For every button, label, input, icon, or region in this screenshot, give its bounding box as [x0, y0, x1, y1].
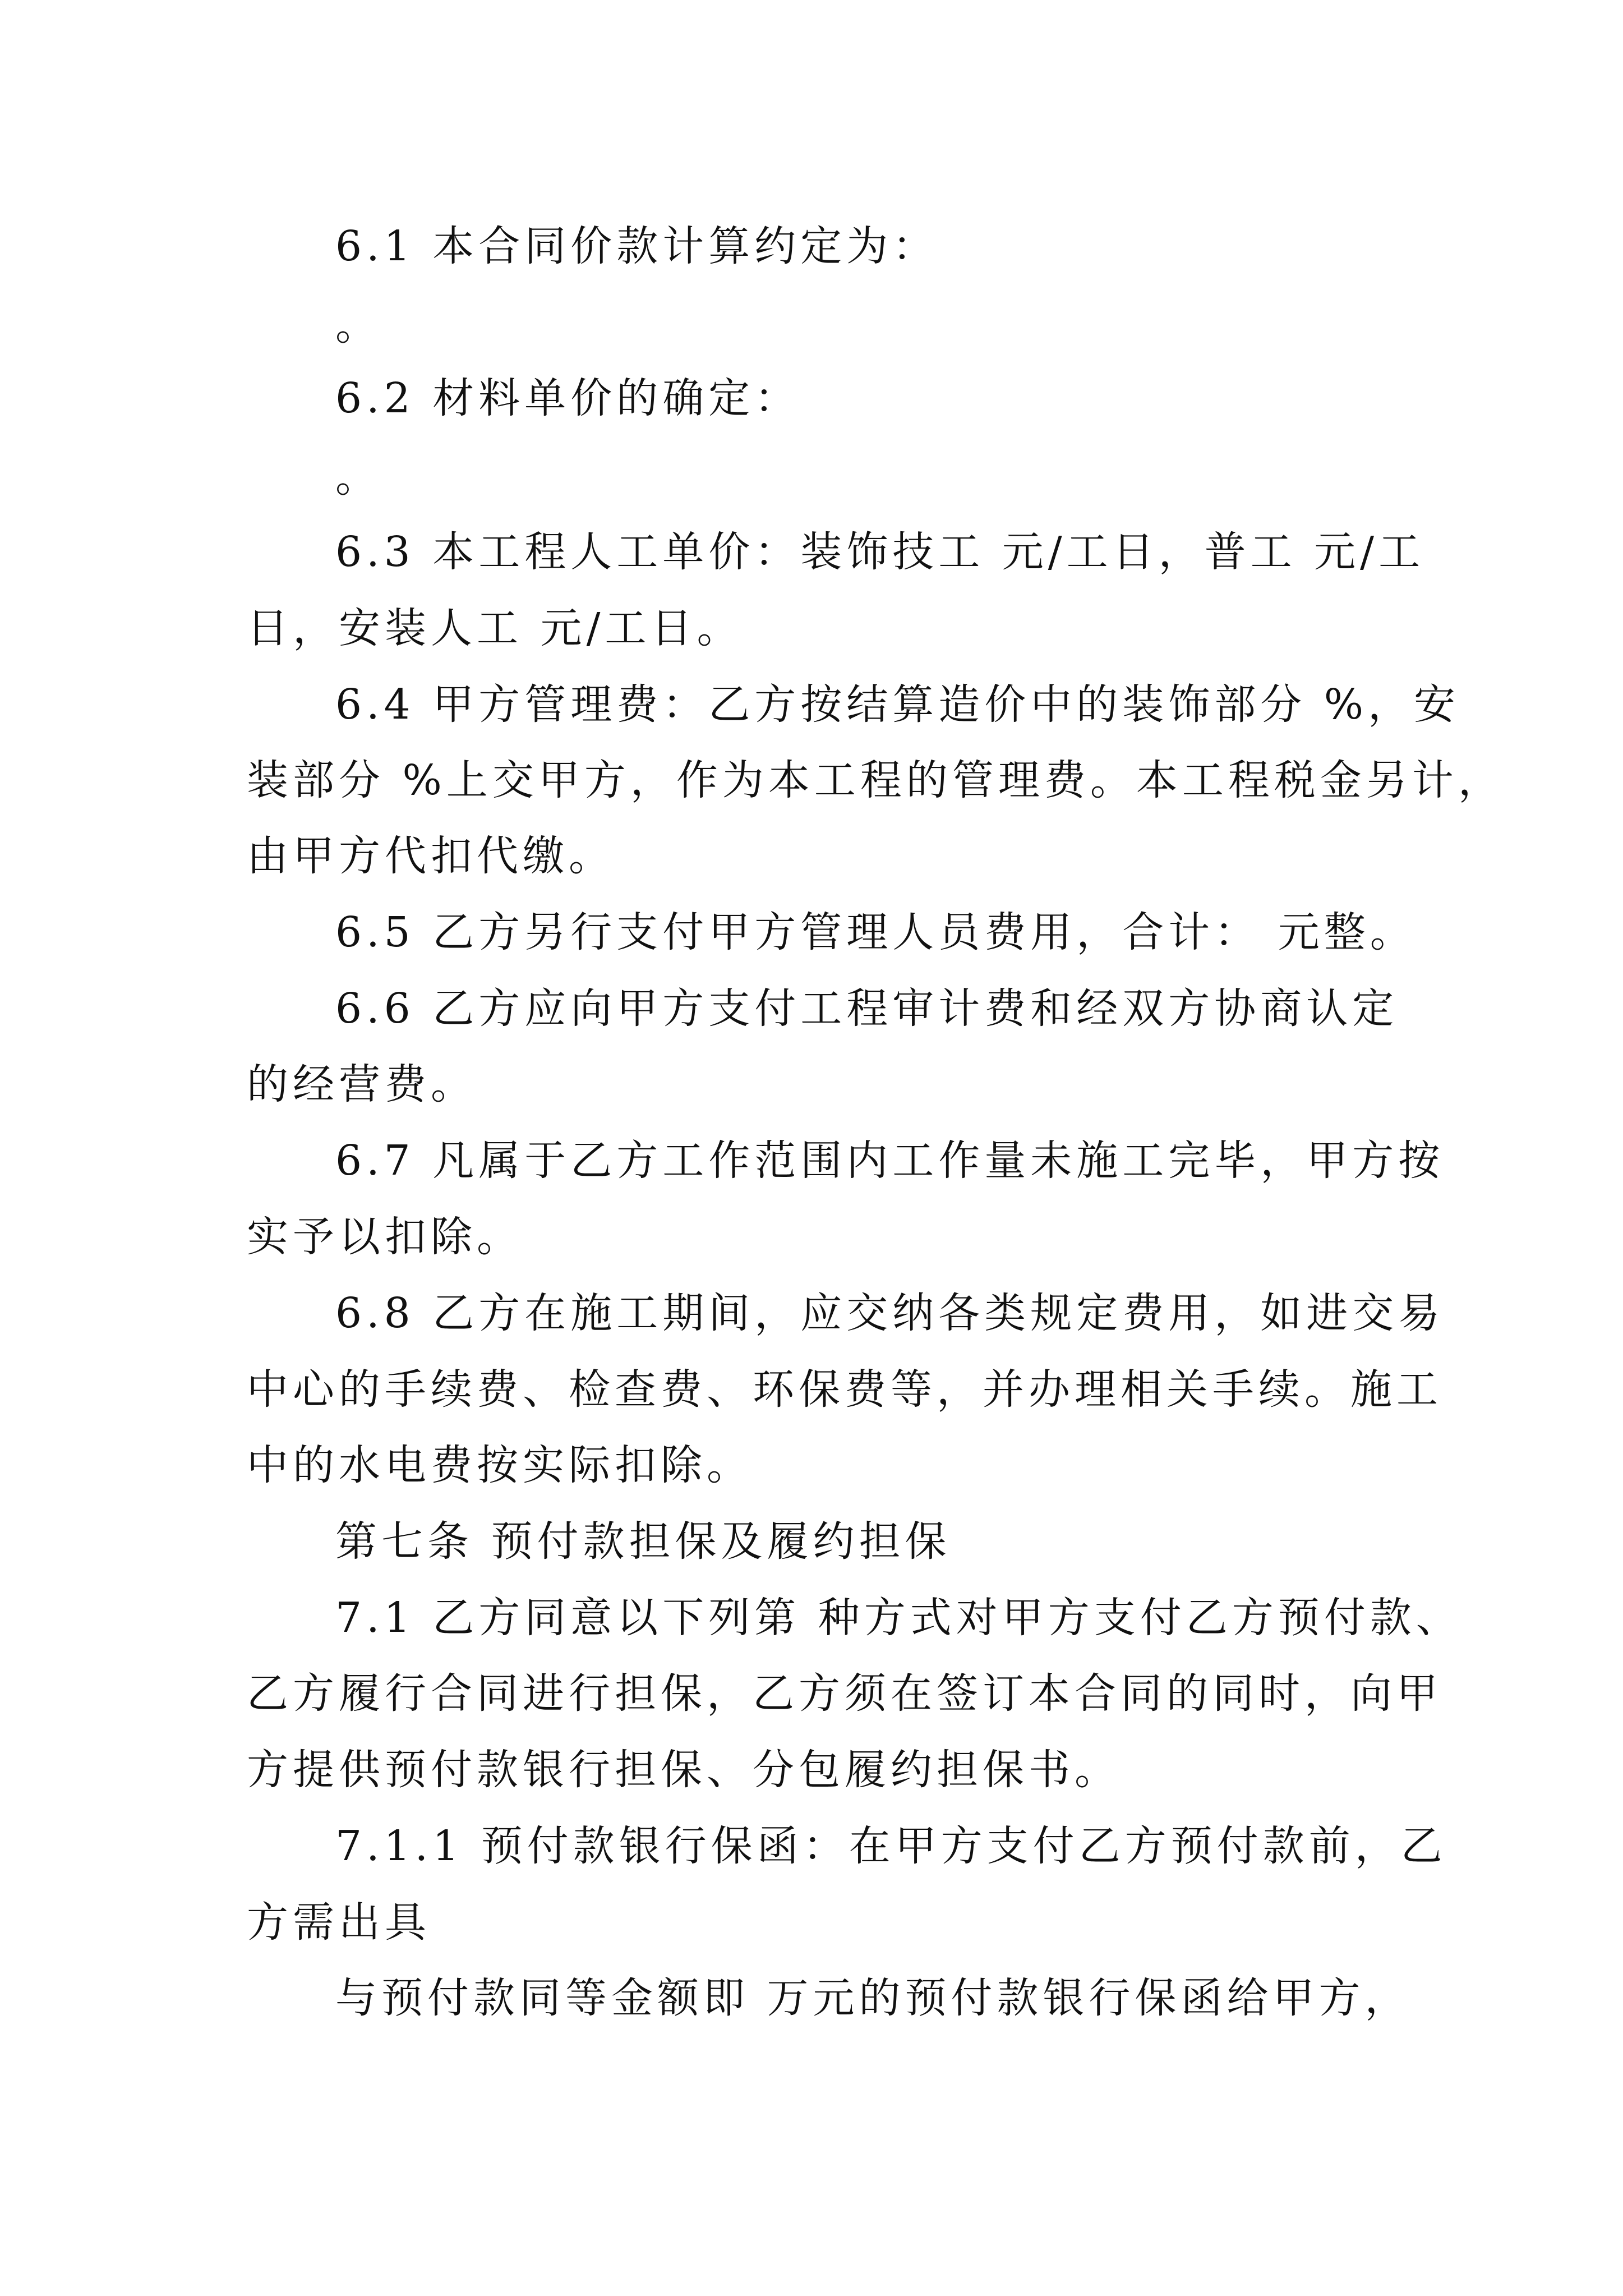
clause-7-1-line-2: 乙方履行合同进行担保，乙方须在签订本合同的同时，向甲: [247, 1669, 1442, 1718]
clause-6-7-line-2: 实予以扣除。: [247, 1213, 523, 1261]
clause-7-1-line-3: 方提供预付款银行担保、分包履约担保书。: [247, 1746, 1121, 1794]
clause-6-3-line-1: 6.3 本工程人工单价：装饰技工 元/工日，普工 元/工: [335, 528, 1425, 576]
clause-6-4-line-1: 6.4 甲方管理费：乙方按结算造价中的装饰部分 %，安: [335, 680, 1460, 729]
clause-7-1-1-line-1: 7.1.1 预付款银行保函：在甲方支付乙方预付款前，乙: [335, 1822, 1447, 1870]
clause-6-3-line-2: 日，安装人工 元/工日。: [247, 604, 743, 652]
clause-6-7-line-1: 6.7 凡属于乙方工作范围内工作量未施工完毕，甲方按: [335, 1137, 1445, 1185]
clause-6-6-line-1: 6.6 乙方应向甲方支付工程审计费和经双方协商认定: [335, 984, 1399, 1033]
clause-6-8-line-1: 6.8 乙方在施工期间，应交纳各类规定费用，如进交易: [335, 1289, 1445, 1337]
clause-6-4-line-2: 装部分 %上交甲方，作为本工程的管理费。本工程税金另计，: [247, 756, 1504, 804]
clause-7-1-line-1: 7.1 乙方同意以下列第 种方式对甲方支付乙方预付款、: [335, 1594, 1462, 1642]
clause-6-2: 6.2 材料单价的确定：: [335, 374, 801, 422]
clause-6-6-line-2: 的经营费。: [247, 1060, 477, 1108]
clause-7-1-1-line-3: 与预付款同等金额即 万元的预付款银行保函给甲方，: [335, 1974, 1411, 2022]
clause-7-1-1-line-2: 方需出具: [247, 1898, 431, 1947]
clause-6-8-line-3: 中的水电费按实际扣除。: [247, 1441, 753, 1489]
clause-6-5: 6.5 乙方另行支付甲方管理人员费用，合计： 元整。: [335, 908, 1416, 956]
clause-6-1-blank: 。: [335, 301, 381, 349]
clause-6-2-blank: 。: [335, 453, 381, 501]
clause-6-8-line-2: 中心的手续费、检查费、环保费等，并办理相关手续。施工: [247, 1365, 1442, 1414]
clause-6-4-line-3: 由甲方代扣代缴。: [247, 832, 615, 880]
article-7-heading: 第七条 预付款担保及履约担保: [335, 1517, 951, 1566]
clause-6-1: 6.1 本合同价款计算约定为：: [335, 222, 939, 270]
